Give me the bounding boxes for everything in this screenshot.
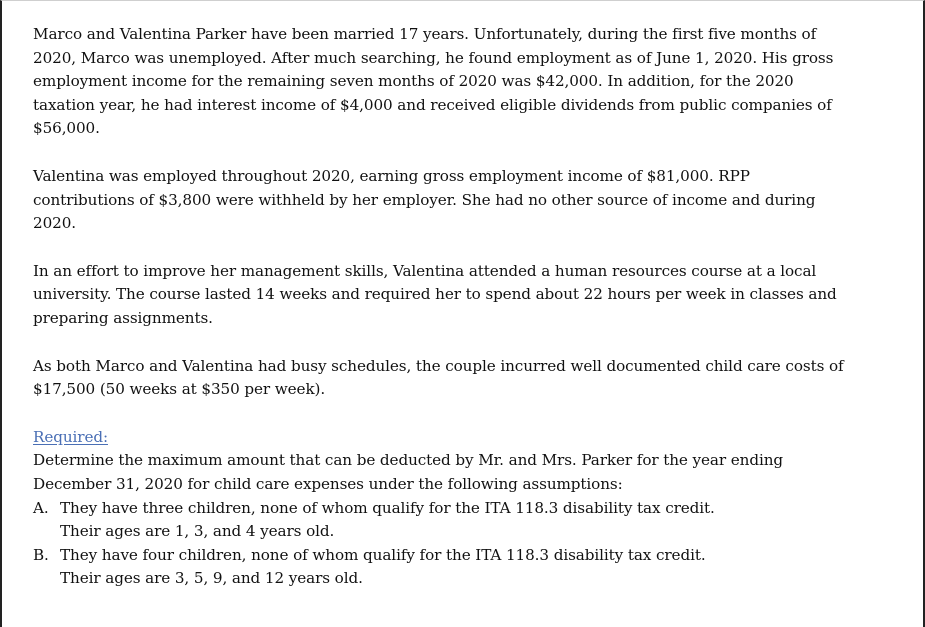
assumption-marker: A. — [33, 498, 49, 517]
assumption-item-b — [33, 544, 853, 591]
assumption-ages: Their ages are 1, 3, and 4 years old. — [60, 522, 335, 541]
paragraph-child-care-costs: As both Marco and Valentina had busy schedules, the couple incurred well documented child care costs of $17,500 (50 weeks at $350 per week). — [33, 356, 844, 399]
document-body — [33, 23, 853, 591]
required-section — [33, 426, 853, 591]
paragraph-management-course: In an effort to improve her management skills, Valentina attended a human resources course at a local university. The course lasted 14 weeks and required her to spend about 22 hours per week in classes and preparing assignments. — [33, 261, 837, 327]
assumption-marker: B. — [33, 545, 49, 564]
required-question: Determine the maximum amount that can be deducted by Mr. and Mrs. Parker for the year ending December 31, 2020 for child care expenses under the following assumptions: — [33, 451, 784, 493]
assumption-list — [33, 497, 853, 591]
required-heading: Required: — [33, 427, 108, 446]
assumption-ages: Their ages are 3, 5, 9, and 12 years old. — [60, 569, 363, 588]
paragraph-valentina-income: Valentina was employed throughout 2020, earning gross employment income of $81,000. RPP contributions of $3,800 were withheld by her employer. She had no other source of income and during 2020. — [33, 166, 816, 233]
assumption-text: They have four children, none of whom qualify for the ITA 118.3 disability tax credit. — [60, 545, 706, 564]
assumption-text: They have three children, none of whom qualify for the ITA 118.3 disability tax credit. — [60, 498, 715, 517]
paragraph-marco-income: Marco and Valentina Parker have been married 17 years. Unfortunately, during the first five months of 2020, Marco was unemployed. After much searching, he found employment as of June 1, 2020. His gross employment income for the remaining seven months of 2020 was $42,000. In addition, for the 2020 taxation year, he had interest income of $4,000 and received eligible dividends from public companies of $56,000. — [33, 25, 834, 138]
assumption-item-a — [33, 497, 853, 544]
